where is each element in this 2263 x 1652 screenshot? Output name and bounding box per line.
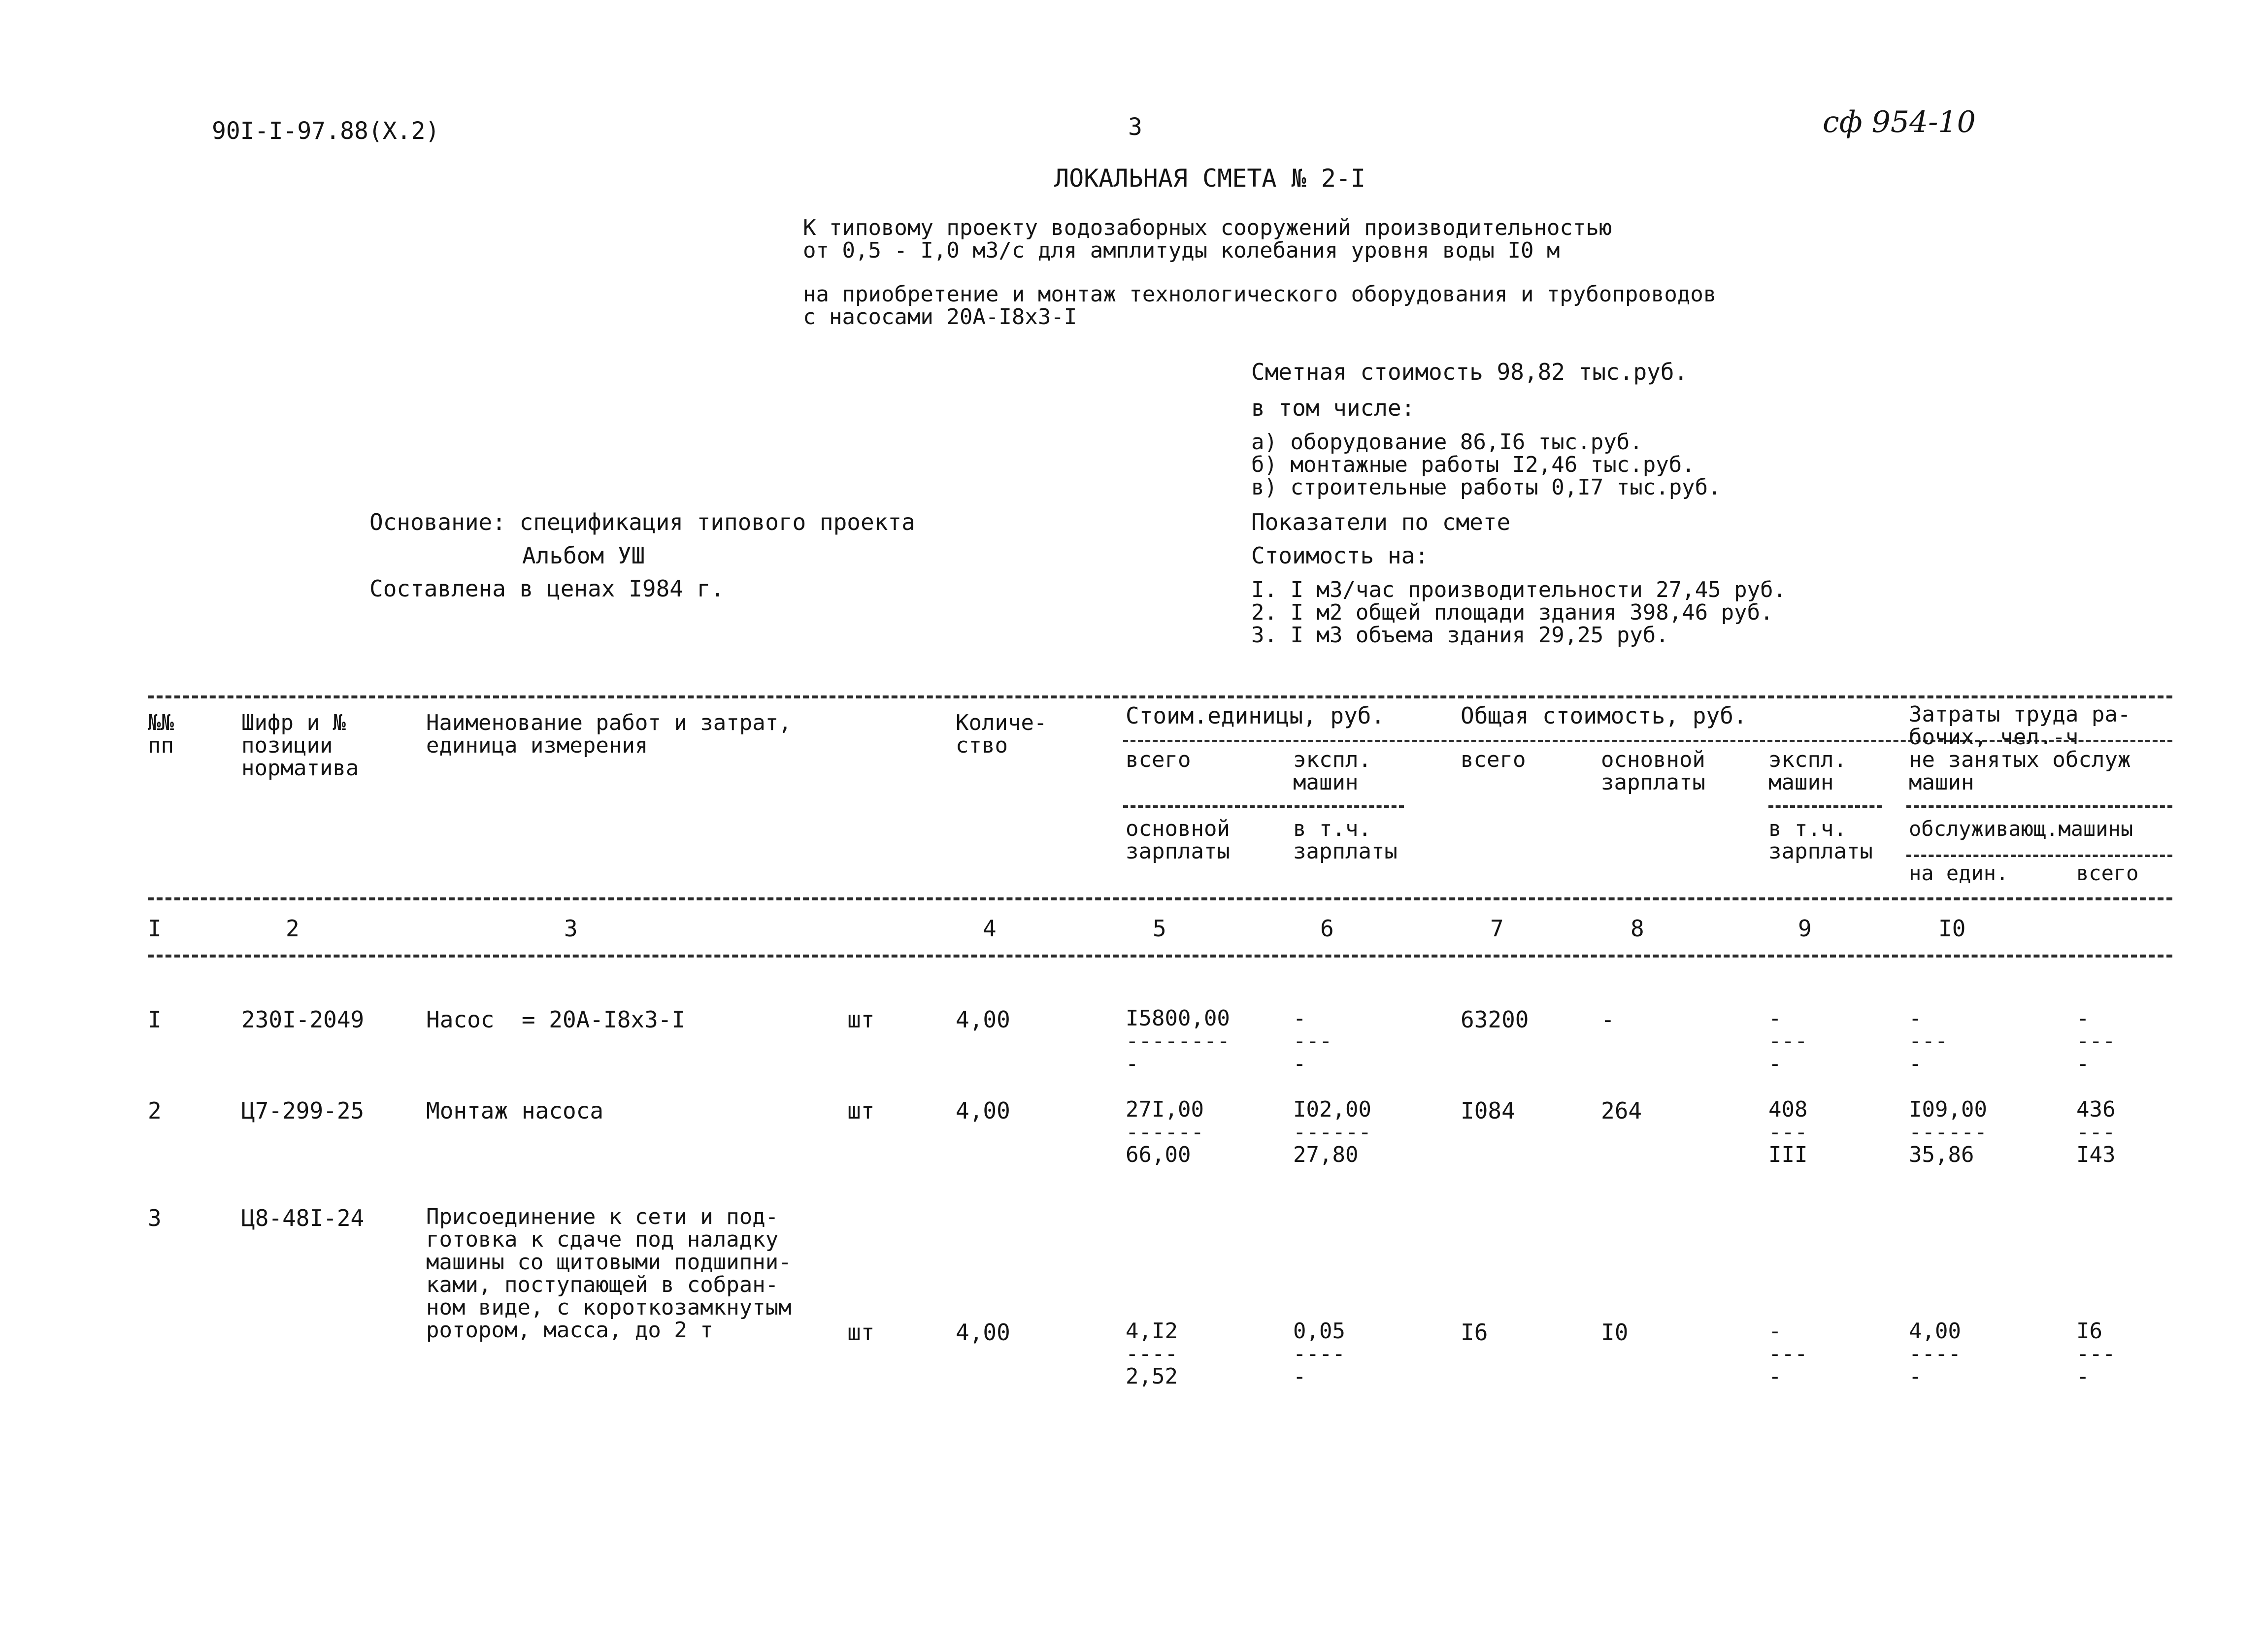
column-number: 6 (1320, 915, 1334, 942)
header-unit-mach: экспл. машин (1293, 747, 1371, 795)
prices-line: Составлена в ценах I984 г. (369, 575, 725, 602)
row-unit-cost: I5800,00 -------- - (1126, 1006, 1230, 1076)
row-total-wage: I0 (1601, 1319, 1629, 1346)
row-qty: 4,00 (956, 1006, 1010, 1033)
row-labor-total: I6 --- - (2076, 1319, 2116, 1389)
row-code: Ц8-48I-24 (241, 1205, 365, 1231)
column-number: I0 (1938, 915, 1966, 942)
row-code: Ц7-299-25 (241, 1097, 365, 1124)
row-unit-mach: I02,00 ------ 27,80 (1293, 1097, 1371, 1167)
row-num: 2 (148, 1097, 162, 1124)
row-total-mach: - --- - (1768, 1319, 1808, 1389)
header-labor-per-unit: на един. (1909, 861, 2009, 885)
header-total-total: всего (1461, 747, 1526, 772)
row-labor-total: - --- - (2076, 1006, 2116, 1076)
cost-breakdown: а) оборудование 86,I6 тыс.руб. б) монтажные работы I2,46 тыс.руб. в) строительные работы 0,I7 тыс.руб. (1251, 430, 1721, 500)
row-total: 63200 (1461, 1006, 1529, 1033)
column-numbers-rule (148, 955, 2172, 958)
row-labor-unit: 4,00 ---- - (1909, 1319, 1961, 1389)
header-labor-total: всего (2076, 861, 2139, 885)
indicator-list: I. I м3/час производительности 27,45 руб. 2. I м2 общей площади здания 398,46 руб. 3. I м3 объема здания 29,25 руб. (1251, 577, 1787, 648)
row-total-mach: 408 --- III (1768, 1097, 1808, 1167)
mach-sub-rule (1768, 805, 1882, 808)
cost-on-label: Стоимость на: (1251, 542, 1429, 569)
row-total-mach: - --- - (1768, 1006, 1808, 1076)
row-unit: шт (847, 1319, 875, 1346)
row-labor-unit: - --- - (1909, 1006, 1948, 1076)
row-name: Присоединение к сети и под- готовка к сдаче под наладку машины со щитовыми подшипни- ками, поступающей в собран- ном виде, с короткозамкнутым ротором, масса, до 2 т (426, 1204, 792, 1343)
header-unit-mach-wage: в т.ч. зарплаты (1293, 816, 1398, 864)
labor-sub-rule-2 (1906, 855, 2172, 857)
row-total: I6 (1461, 1319, 1488, 1346)
row-num: I (148, 1006, 162, 1033)
table-top-rule (148, 695, 2172, 698)
header-total-mach-wage: в т.ч. зарплаты (1768, 816, 1873, 864)
header-bottom-rule (148, 897, 2172, 900)
subtitle-project: К типовому проекту водозаборных сооружений производительностью от 0,5 - I,0 м3/с для амплитуды колебания уровня воды I0 м (803, 215, 1612, 263)
estimated-cost: Сметная стоимость 98,82 тыс.руб. (1251, 359, 1688, 385)
page-title: ЛОКАЛЬНАЯ СМЕТА № 2-I (1054, 164, 1366, 193)
header-unit-total: всего (1126, 747, 1191, 772)
row-name: Насос = 20А-I8х3-I (426, 1006, 686, 1033)
row-total: I084 (1461, 1097, 1515, 1124)
column-number: 9 (1798, 915, 1812, 942)
indicators-label: Показатели по смете (1251, 509, 1511, 535)
album-line: Альбом УШ (522, 542, 645, 569)
row-labor-unit: I09,00 ------ 35,86 (1909, 1097, 1987, 1167)
row-unit-cost: 27I,00 ------ 66,00 (1126, 1097, 1204, 1167)
header-unit-wage: основной зарплаты (1126, 816, 1230, 864)
column-number: I (148, 915, 162, 942)
row-code: 230I-2049 (241, 1006, 365, 1033)
column-number: 7 (1490, 915, 1504, 942)
row-unit-cost: 4,I2 ---- 2,52 (1126, 1319, 1178, 1389)
row-qty: 4,00 (956, 1319, 1010, 1346)
row-name: Монтаж насоса (426, 1097, 604, 1124)
header-labor-service: обслуживающ.машины (1909, 817, 2133, 841)
header-labor: Затраты труда ра- бочих, чел.-ч не занятых обслуж машин (1909, 702, 2131, 795)
row-unit: шт (847, 1006, 875, 1033)
header-qty: Количе- ство (956, 710, 1047, 758)
row-labor-total: 436 --- I43 (2076, 1097, 2116, 1167)
handwritten-mark: сф 954-10 (1823, 105, 1976, 139)
header-total-mach: экспл. машин (1768, 747, 1847, 795)
row-total-wage: 264 (1601, 1097, 1642, 1124)
labor-sub-rule (1906, 805, 2172, 808)
header-name: Наименование работ и затрат, единица измерения (426, 710, 792, 758)
row-num: 3 (148, 1205, 162, 1231)
basis-line: Основание: спецификация типового проекта (369, 509, 915, 535)
header-total-wage: основной зарплаты (1601, 747, 1705, 795)
subtitle-scope: на приобретение и монтаж технологического оборудования и трубопроводов с насосами 20А-I8х3-I (803, 282, 1717, 330)
row-unit-mach: 0,05 ---- - (1293, 1319, 1345, 1389)
row-total-wage: - (1601, 1006, 1615, 1033)
unit-cost-sub-rule (1123, 805, 1404, 808)
row-unit: шт (847, 1097, 875, 1124)
header-unit-cost: Стоим.единицы, руб. (1126, 702, 1385, 729)
column-number: 2 (286, 915, 300, 942)
row-qty: 4,00 (956, 1097, 1010, 1124)
including-label: в том числе: (1251, 395, 1415, 421)
column-number: 5 (1153, 915, 1166, 942)
row-unit-mach: - --- - (1293, 1006, 1332, 1076)
document-code: 90I-I-97.88(X.2) (212, 117, 440, 145)
header-total-cost: Общая стоимость, руб. (1461, 702, 1747, 729)
header-num: №№ пп (148, 710, 174, 758)
column-number: 8 (1631, 915, 1644, 942)
column-number: 4 (983, 915, 997, 942)
page-number: 3 (1128, 113, 1142, 141)
header-code: Шифр и № позиции норматива (241, 710, 359, 781)
column-number: 3 (564, 915, 578, 942)
